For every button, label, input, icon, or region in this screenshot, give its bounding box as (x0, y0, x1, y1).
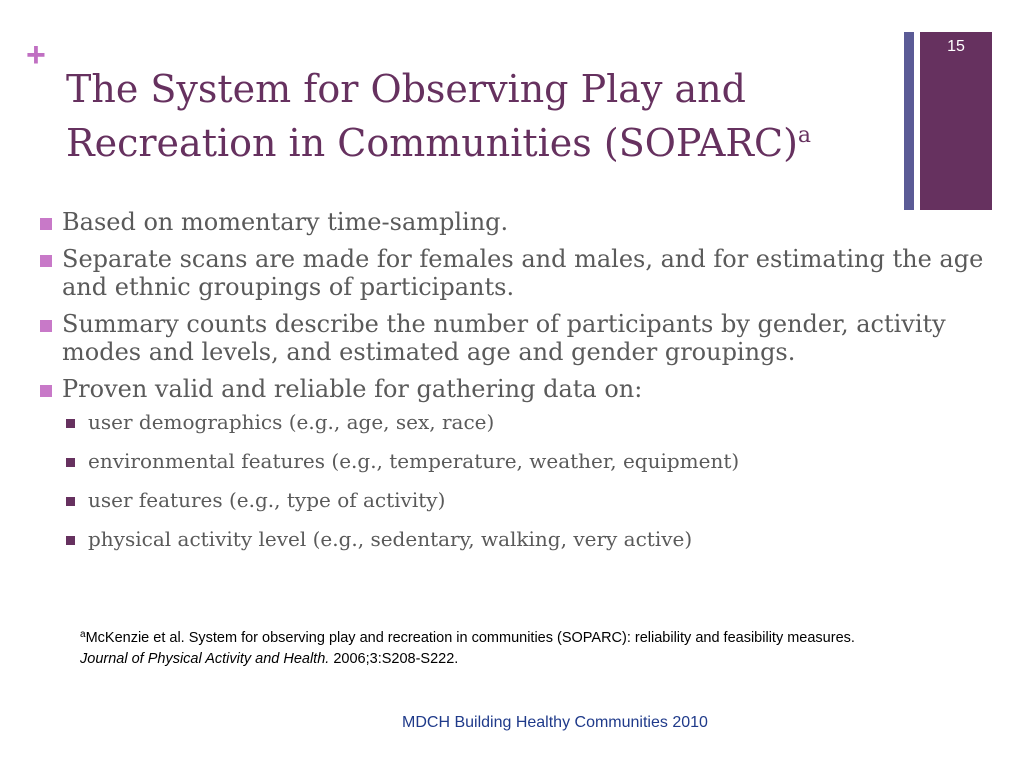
reference-citation: 2006;3:S208-S222. (329, 651, 459, 667)
sub-bullet-text: environmental features (e.g., temperature, weather, equipment) (88, 449, 740, 473)
bullet-text: Summary counts describe the number of participants by gender, activity modes and levels, and estimated age and gender groupings. (62, 309, 946, 366)
reference-text: McKenzie et al. System for observing play and recreation in communities (SOPARC): reliability and feasibility measures. (85, 630, 855, 646)
bullet-list (36, 208, 1006, 565)
slide-title-text: The System for Observing Play and Recreation in Communities (SOPARC) (66, 67, 798, 165)
sub-bullet-item (62, 526, 1006, 552)
accent-stripe-thick (920, 32, 992, 210)
small-square-bullet-icon (66, 419, 75, 428)
square-bullet-icon (40, 320, 52, 332)
bullet-item (36, 375, 1006, 553)
sub-bullet-item (62, 487, 1006, 513)
reference-journal: Journal of Physical Activity and Health. (80, 651, 330, 667)
footer-text: MDCH Building Healthy Communities 2010 (402, 714, 708, 731)
slide-number: 15 (947, 38, 965, 55)
sub-bullet-text: user features (e.g., type of activity) (88, 488, 446, 512)
reference-marker: a (80, 629, 86, 640)
plus-icon: + (26, 36, 46, 74)
bullet-text: Based on momentary time-sampling. (62, 208, 509, 236)
small-square-bullet-icon (66, 497, 75, 506)
sub-bullet-item (62, 409, 1006, 435)
square-bullet-icon (40, 385, 52, 397)
accent-stripe-thin (904, 32, 914, 210)
sub-bullet-item (62, 448, 1006, 474)
title-footnote-marker: a (797, 123, 812, 148)
sub-bullet-list (62, 409, 1006, 552)
bullet-item (36, 310, 1006, 367)
square-bullet-icon (40, 218, 52, 230)
sub-bullet-text: physical activity level (e.g., sedentary, walking, very active) (88, 527, 693, 551)
reference-footnote (80, 628, 1010, 670)
bullet-text: Separate scans are made for females and males, and for estimating the age and ethnic groupings of participants. (62, 244, 984, 301)
small-square-bullet-icon (66, 458, 75, 467)
sub-bullet-text: user demographics (e.g., age, sex, race) (88, 410, 495, 434)
bullet-item (36, 245, 1006, 302)
square-bullet-icon (40, 255, 52, 267)
bullet-item (36, 208, 1006, 237)
bullet-text: Proven valid and reliable for gathering data on: (62, 374, 643, 403)
small-square-bullet-icon (66, 536, 75, 545)
slide-title (66, 62, 896, 170)
